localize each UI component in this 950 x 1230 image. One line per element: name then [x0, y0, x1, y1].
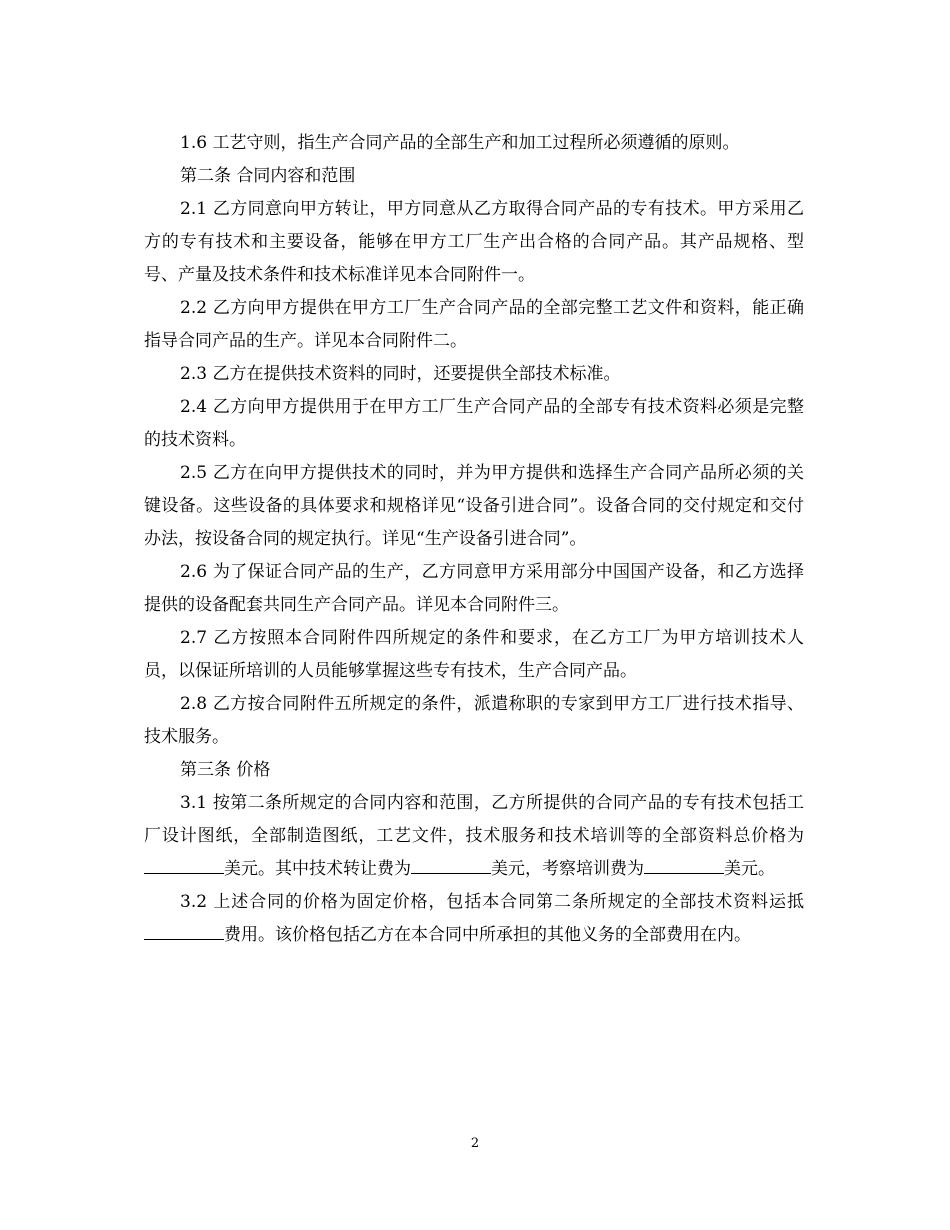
clause-3-1-text-c: 美元，考察培训费为: [491, 859, 644, 879]
clause-3-1-text-d: 美元。: [724, 859, 775, 879]
clause-3-1-text-b: 美元。其中技术转让费为: [224, 859, 411, 879]
article-3-heading: 第三条 价格: [180, 760, 271, 780]
clause-2-6: 2.6 为了保证合同产品的生产，乙方同意甲方采用部分中国国产设备，和乙方选择提供的设备配套共同生产合同产品。详见本合同附件三。: [144, 562, 804, 615]
destination-blank: [144, 919, 224, 940]
transfer-fee-blank: [411, 853, 491, 874]
page-number: 2: [470, 1136, 480, 1151]
training-fee-blank: [644, 853, 724, 874]
clause-3-2-text-a: 3.2 上述合同的价格为固定价格，包括本合同第二条所规定的全部技术资料运抵: [180, 892, 804, 912]
clause-3-2-text-b: 费用。该价格包括乙方在本合同中所承担的其他义务的全部费用在内。: [224, 925, 751, 945]
clause-2-4: 2.4 乙方向甲方提供用于在甲方工厂生产合同产品的全部专有技术资料必须是完整的技术资料。: [144, 397, 804, 450]
clause-2-7: 2.7 乙方按照本合同附件四所规定的条件和要求，在乙方工厂为甲方培训技术人员，以保证所培训的人员能够掌握这些专有技术，生产合同产品。: [144, 628, 804, 681]
clause-2-1: 2.1 乙方同意向甲方转让，甲方同意从乙方取得合同产品的专有技术。甲方采用乙方的专有技术和主要设备，能够在甲方工厂生产出合格的合同产品。其产品规格、型号、产量及技术条件和技术标准详见本合同附件一。: [144, 199, 804, 285]
total-price-blank: [144, 853, 224, 874]
clause-3-1-text-a: 3.1 按第二条所规定的合同内容和范围，乙方所提供的合同产品的专有技术包括工厂设计图纸，全部制造图纸，工艺文件，技术服务和技术培训等的全部资料总价格为: [144, 793, 804, 846]
document-body: [144, 127, 804, 952]
clause-2-3: 2.3 乙方在提供技术资料的同时，还要提供全部技术标准。: [180, 364, 621, 384]
clause-2-5: 2.5 乙方在向甲方提供技术的同时，并为甲方提供和选择生产合同产品所必须的关键设备。这些设备的具体要求和规格详见“设备引进合同”。设备合同的交付规定和交付办法，按设备合同的规定执行。详见“生产设备引进合同”。: [144, 463, 804, 549]
clause-3-2: [144, 886, 804, 952]
clause-3-1: [144, 787, 804, 886]
clause-2-2: 2.2 乙方向甲方提供在甲方工厂生产合同产品的全部完整工艺文件和资料，能正确指导合同产品的生产。详见本合同附件二。: [144, 298, 804, 351]
clause-1-6: 1.6 工艺守则，指生产合同产品的全部生产和加工过程所必须遵循的原则。: [180, 133, 740, 153]
article-2-heading: 第二条 合同内容和范围: [180, 166, 356, 186]
clause-2-8: 2.8 乙方按合同附件五所规定的条件，派遣称职的专家到甲方工厂进行技术指导、技术服务。: [144, 694, 804, 747]
